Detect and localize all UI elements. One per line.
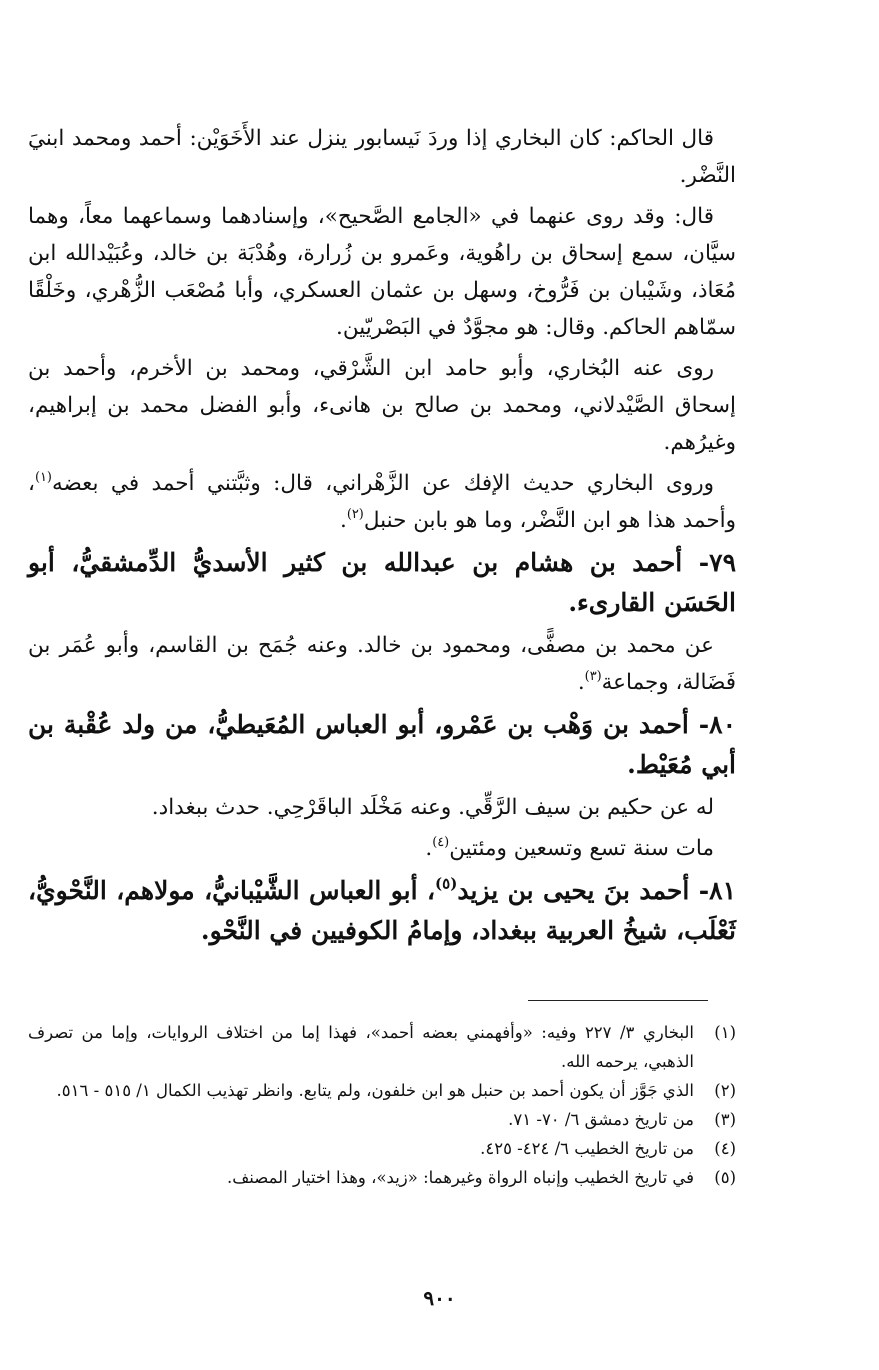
footnote-ref-1[interactable]: (١): [34, 469, 52, 485]
entry-heading-81: ٨١- أحمد بنَ يحيى بن يزيد$^{(٥)}$، أبو العباس الشَّيْبانيُّ، مولاهم، النَّحْويُّ، ثَعْلَب، شيخُ العربية ببغداد، وإمامُ الكوفيين في النَّحْو.: [28, 874, 736, 945]
footnote-number: (٢): [714, 1081, 736, 1100]
footnote-4: [28, 1134, 736, 1163]
footnote-2: [28, 1076, 736, 1105]
footnote-ref-2[interactable]: (٢): [346, 506, 364, 522]
footnote-5: [28, 1163, 736, 1192]
entry-text-80: له عن حكيم بن سيف الرَّقِّي. وعنه مَخْلَد الباقَرْحِي. حدث ببغداد.: [151, 795, 714, 820]
footnote-ref-3[interactable]: (٣): [584, 668, 602, 684]
footnote-ref-5[interactable]: (٥): [435, 874, 458, 893]
footnote-text: البخاري ٣/ ٢٢٧ وفيه: «وأفهمني بعضه أحمد»، فهذا إما من اختلاف الروايات، وإما من تصرف الذهبي، يرحمه الله.: [28, 1023, 694, 1071]
footnote-number: (١): [714, 1023, 736, 1042]
footnote-text: من تاريخ الخطيب ٦/ ٤٢٤- ٤٢٥.: [480, 1139, 694, 1158]
entry-heading-79: ٧٩- أحمد بن هشام بن عبدالله بن كثير الأسديُّ الدِّمشقيُّ، أبو الحَسَن القارىء.: [28, 548, 736, 617]
entry-death-80: مات سنة تسع وتسعين ومئتين$^{(٤)}$.: [425, 834, 714, 861]
footnote-ref-4[interactable]: (٤): [432, 834, 450, 850]
entry-heading-80: ٨٠- أحمد بن وَهْب بن عَمْرو، أبو العباس المُعَيطيُّ، من ولد عُقْبة بن أبي مُعَيْط.: [28, 710, 736, 779]
footnote-3: [28, 1105, 736, 1134]
page-number: ٩٠٠: [423, 1286, 456, 1310]
paragraph-ifk-hadith: وروى البخاري حديث الإفك عن الزَّهْراني، قال: وثبَّتني أحمد في بعضه$^{(١)}$، وأحمد هذا هو ابن النَّضْر، وما هو بابن حنبل$^{(٢)}$.: [28, 469, 736, 533]
paragraph-hakim-quote: قال الحاكم: كان البخاري إذا وردَ نَيسابور ينزل عند الأَخَوَيْن: أحمد ومحمد ابنيَ النَّضْر.: [28, 126, 736, 188]
footnote-number: (٣): [714, 1110, 736, 1129]
paragraph-sahih-narration: قال: وقد روى عنهما في «الجامع الصَّحيح»، وإسنادهما وسماعهما معاً، وهما سيَّان، سمع إسحاق بن راهُوية، وعَمرو بن زُرارة، وهُدْبَة بن خالد، وعُبَيْدالله ابن مُعَاذ، وشَيْبان بن فَرُّوخ، وسهل بن عثمان العسكري، وأبا مُصْعَب الزُّهْري، وخَلْقًا سمّاهم الحاكم. وقال: هو مجوَّدٌ في البَصْريّين.: [28, 204, 736, 340]
entry-text-79: عن محمد بن مصفًّى، ومحمود بن خالد. وعنه جُمَح بن القاسم، وأبو عُمَر بن فَضَالة، وجماعة$^{(٣)}$.: [28, 633, 736, 695]
footnote-text: الذي جَوَّز أن يكون أحمد بن حنبل هو ابن خلفون، ولم يتابع. وانظر تهذيب الكمال ١/ ٥١٥ - ٥١٦.: [56, 1081, 694, 1100]
footnote-number: (٤): [714, 1139, 736, 1158]
footnote-divider: [528, 1000, 708, 1001]
footnotes: [28, 1018, 736, 1192]
footnote-number: (٥): [714, 1168, 736, 1187]
paragraph-narrators: روى عنه البُخاري، وأبو حامد ابن الشَّرْقي، ومحمد بن الأخرم، وأحمد بن إسحاق الصَّيْدلاني، ومحمد بن صالح بن هانىء، وأبو الفضل محمد بن إبراهيم، وغيرُهم.: [28, 356, 736, 455]
footnote-text: في تاريخ الخطيب وإنباه الرواة وغيرهما: «زيد»، وهذا اختيار المصنف.: [226, 1168, 694, 1187]
footnote-text: من تاريخ دمشق ٦/ ٧٠- ٧١.: [508, 1110, 694, 1129]
footnote-1: [28, 1018, 736, 1076]
main-text: [28, 120, 736, 955]
